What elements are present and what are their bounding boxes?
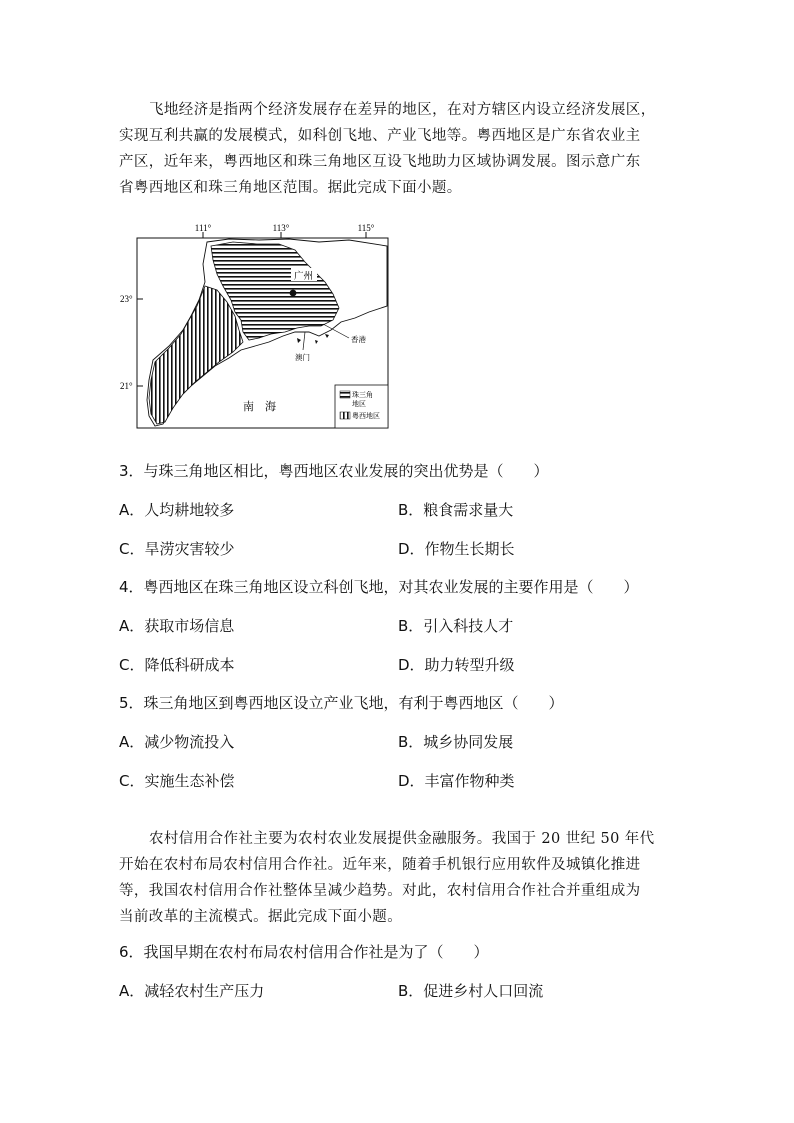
question-6-option-b[interactable]: B．促进乡村人口回流 xyxy=(398,982,544,1000)
legend-prd-label: 地区 xyxy=(352,400,366,408)
question-3-stem: 3．与珠三角地区相比，粤西地区农业发展的突出优势是（ ） xyxy=(119,462,549,480)
question-4-option-c[interactable]: C．降低科研成本 xyxy=(119,656,235,674)
passage-2-line: 开始在农村布局农村信用合作社。近年来，随着手机银行应用软件及城镇化推进 xyxy=(119,857,641,873)
legend-west-label: 粤西地区 xyxy=(352,412,380,420)
city-label-guangzhou: 广州 xyxy=(294,271,314,282)
question-4-option-b[interactable]: B．引入科技人才 xyxy=(398,617,514,635)
guangzhou-marker xyxy=(290,290,297,297)
question-3-option-c[interactable]: C．旱涝灾害较少 xyxy=(119,540,235,558)
lon-label: 111° xyxy=(194,223,212,233)
legend-prd-label: 珠三角 xyxy=(352,391,373,399)
passage-2-line: 当前改革的主流模式。据此完成下面小题。 xyxy=(119,909,403,925)
question-4-option-d[interactable]: D．助力转型升级 xyxy=(398,656,515,674)
sea-label: 南 海 xyxy=(243,400,276,413)
lon-label: 115° xyxy=(357,223,375,233)
question-5-option-c[interactable]: C．实施生态补偿 xyxy=(119,772,235,790)
passage-2-line: 农村信用合作社主要为农村农业发展提供金融服务。我国于 20 世纪 50 年代 xyxy=(149,831,655,847)
lon-label: 113° xyxy=(272,223,290,233)
question-3-option-a[interactable]: A．人均耕地较多 xyxy=(119,501,235,519)
passage-1 xyxy=(119,97,679,201)
legend-swatch-west xyxy=(340,412,350,419)
question-5-stem: 5．珠三角地区到粤西地区设立产业飞地，有利于粤西地区（ ） xyxy=(119,694,564,712)
question-5-option-b[interactable]: B．城乡协同发展 xyxy=(398,733,514,751)
city-label-hongkong: 香港 xyxy=(351,335,366,344)
passage-2-line: 等，我国农村信用合作社整体呈减少趋势。对此，农村信用合作社合并重组成为 xyxy=(119,883,641,899)
passage-2 xyxy=(119,826,679,930)
question-3-option-d[interactable]: D．作物生长期长 xyxy=(398,540,515,558)
lat-label: 21° xyxy=(120,381,133,391)
question-5-option-d[interactable]: D．丰富作物种类 xyxy=(398,772,515,790)
question-6-stem: 6．我国早期在农村布局农村信用合作社是为了（ ） xyxy=(119,943,489,961)
question-3-option-b[interactable]: B．粮食需求量大 xyxy=(398,501,514,519)
passage-1-line: 省粤西地区和珠三角地区范围。据此完成下面小题。 xyxy=(119,180,462,196)
question-6-option-a[interactable]: A．减轻农村生产压力 xyxy=(119,982,265,1000)
passage-1-line: 飞地经济是指两个经济发展存在差异的地区，在对方辖区内设立经济发展区， xyxy=(149,102,656,118)
question-4-option-a[interactable]: A．获取市场信息 xyxy=(119,617,235,635)
question-4-stem: 4．粤西地区在珠三角地区设立科创飞地，对其农业发展的主要作用是（ ） xyxy=(119,578,639,596)
guangdong-region-map xyxy=(119,220,399,432)
lat-label: 23° xyxy=(120,294,133,304)
passage-1-line: 实现互利共赢的发展模式，如科创飞地、产业飞地等。粤西地区是广东省农业主 xyxy=(119,128,641,144)
passage-1-line: 产区，近年来，粤西地区和珠三角地区互设飞地助力区域协调发展。图示意广东 xyxy=(119,154,641,170)
question-5-option-a[interactable]: A．减少物流投入 xyxy=(119,733,235,751)
city-label-macau: 澳门 xyxy=(295,353,310,362)
legend-swatch-prd xyxy=(340,391,350,398)
